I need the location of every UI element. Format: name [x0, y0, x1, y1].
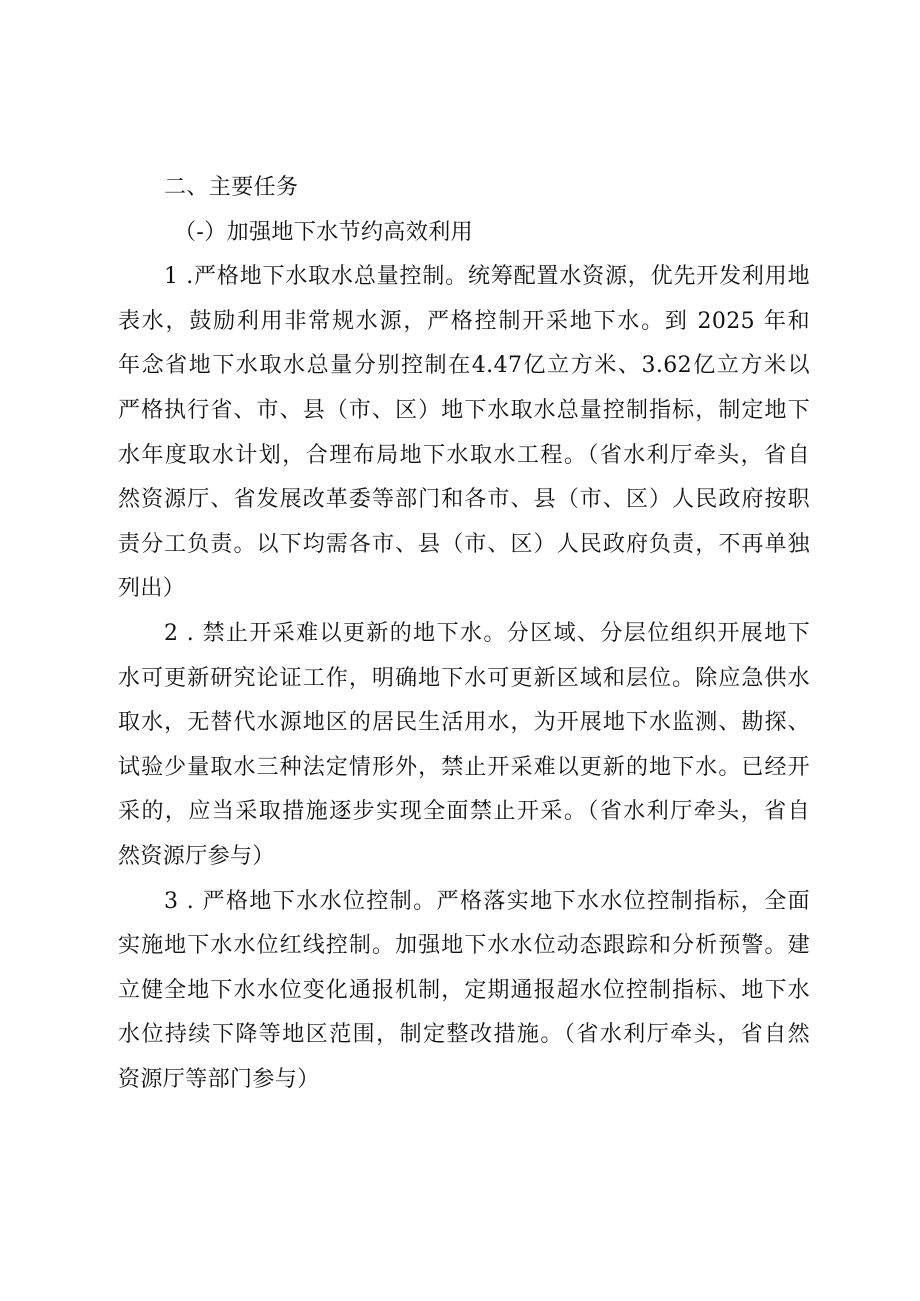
paragraph-2-line-1: 2 . 禁止开采难以更新的地下水。分区域、分层位组织开展地下: [164, 620, 810, 646]
subsection-heading: （-）加强地下水节约高效利用: [174, 219, 474, 245]
paragraph-1-line-6: 然资源厅、省发展改革委等部门和各市、县（市、区）人民政府按职: [118, 487, 810, 513]
paragraph-1-line-5: 水年度取水计划，合理布局地下水取水工程。（省水利厅牵头，省自: [118, 442, 810, 468]
document-body: [118, 166, 810, 1102]
paragraph-3-line-2: 实施地下水水位红线控制。加强地下水水位动态跟踪和分析预警。建: [118, 933, 810, 959]
paragraph-2-line-3: 取水，无替代水源地区的居民生活用水，为开展地下水监测、勘探、: [118, 710, 810, 736]
paragraph-1-line-8: 列出）: [118, 576, 186, 602]
paragraph-3-line-5: 资源厅等部门参与）: [118, 1066, 320, 1092]
paragraph-2-line-5: 采的，应当采取措施逐步实现全面禁止开采。（省水利厅牵头，省自: [118, 799, 810, 825]
paragraph-3-line-4: 水位持续下降等地区范围，制定整改措施。（省水利厅牵头，省自然: [118, 1022, 810, 1048]
paragraph-1-line-4: 严格执行省、市、县（市、区）地下水取水总量控制指标，制定地下: [118, 397, 810, 423]
paragraph-3-line-1: 3 . 严格地下水水位控制。严格落实地下水水位控制指标，全面: [164, 888, 810, 914]
paragraph-1-line-3: 年念省地下水取水总量分别控制在4.47亿立方米、3.62亿立方米以: [118, 353, 810, 379]
paragraph-2-line-4: 试验少量取水三种法定情形外，禁止开采难以更新的地下水。已经开: [118, 754, 810, 780]
paragraph-1-line-2: 表水，鼓励利用非常规水源，严格控制开采地下水。到 2025 年和: [118, 308, 810, 334]
paragraph-2-line-6: 然资源厅参与）: [118, 843, 275, 869]
paragraph-2-line-2: 水可更新研究论证工作，明确地下水可更新区域和层位。除应急供水: [118, 665, 810, 691]
paragraph-1-line-7: 责分工负责。以下均需各市、县（市、区）人民政府负责，不再单独: [118, 531, 810, 557]
paragraph-3-line-3: 立健全地下水水位变化通报机制，定期通报超水位控制指标、地下水: [118, 977, 810, 1003]
section-heading: 二、主要任务: [164, 175, 299, 200]
paragraph-1-line-1: 1 .严格地下水取水总量控制。统筹配置水资源，优先开发利用地: [164, 264, 810, 290]
